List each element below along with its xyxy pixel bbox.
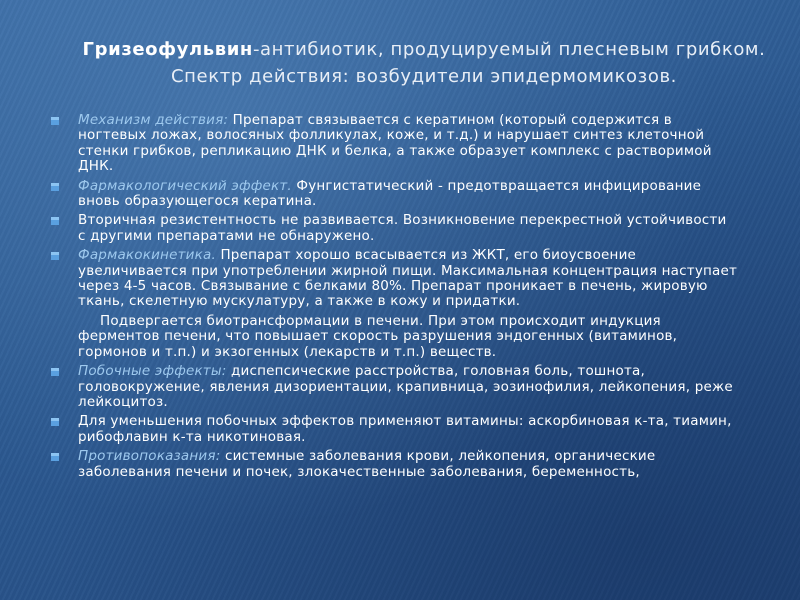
list-item-pharmacokinetics [48,248,738,310]
list-item-resistance [48,213,738,244]
square-bullet-icon [50,367,60,377]
square-bullet-icon [50,452,60,462]
item-label: Механизм действия: [78,112,229,128]
slide-title [68,36,780,90]
paragraph-biotransformation: Подвергается биотрансформации в печени. При этом происходит индукция ферментов печени, что повышает скорость разрушения эндогенных (витаминов, гормонов и т.п.) и экзогенных (лекарств и т.п.) веществ. [78,312,678,360]
item-label: Фармакокинетика. [78,247,216,264]
item-text: Для уменьшения побочных эффектов применяют витамины: аскорбиновая к-та, тиамин, рибофлавин к-та никотиновая. [78,413,732,445]
title-drug-name: Гризеофульвин [82,39,253,60]
title-description: -антибиотик, продуцируемый плесневым грибком. Спектр действия: возбудители эпидермомикозов. [171,39,766,87]
item-label: Противопоказания: [78,448,221,465]
list-item-contraindications [48,449,738,480]
list-item-mechanism [48,113,738,175]
item-text: Фунгистатический - предотвращается инфицирование вновь образующегося кератина. [78,177,702,210]
list-item-side-effects [48,364,738,410]
item-text: Препарат хорошо всасывается из ЖКТ, его биоусвоение увеличивается при употреблении жирной пищи. Максимальная концентрация наступает через 4-5 часов. Связывание с белками 80%. Препарат проникает в печень, жировую ткань, скелетную мускулатуру, а также в кожу и придатки. [78,247,738,310]
item-label: Фармакологический эффект. [78,177,292,194]
square-bullet-icon [50,116,60,126]
square-bullet-icon [50,417,60,427]
item-label: Побочные эффекты: [78,363,227,380]
item-text: Препарат связывается с кератином (который содержится в ногтевых ложах, волосяных фолликулах, коже, и т.д.) и нарушает синтез клеточной стенки грибков, репликацию ДНК и белка, а также образует комплекс с растворимой ДНК. [78,112,712,175]
list-item-vitamins [48,414,738,445]
item-text: системные заболевания крови, лейкопения, органические заболевания печени и почек, злокачественные заболевания, беременность, [78,448,656,480]
item-text: диспепсические расстройства, головная боль, тошнота, головокружение, явления дизориентации, крапивница, эозинофилия, лейкопения, реже лейкоцитоз. [78,363,733,410]
square-bullet-icon [50,216,60,226]
list-item-pharmacological-effect [48,179,738,210]
square-bullet-icon [50,182,60,192]
slide-content [48,113,738,484]
item-text: Вторичная резистентность не развивается. Возникновение перекрестной устойчивости с другими препаратами не обнаружено. [78,212,727,244]
square-bullet-icon [50,251,60,261]
